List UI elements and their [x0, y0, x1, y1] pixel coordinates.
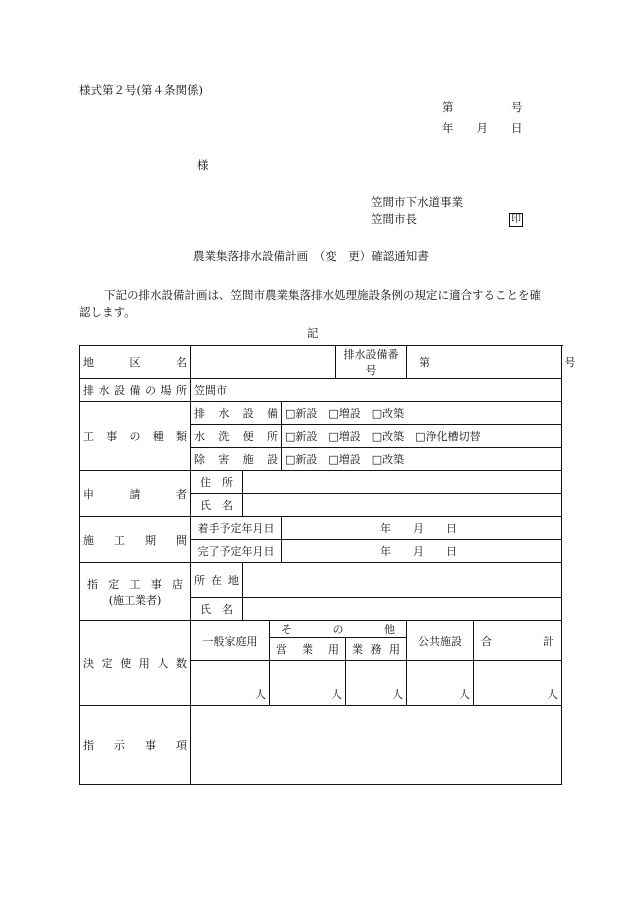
equip-no-label: 排水設備番号 — [336, 346, 407, 379]
contractor-label-cell — [80, 563, 191, 621]
addressee-suffix: 様 — [197, 158, 209, 172]
work-type-label: 工 事 の 種 類 — [83, 430, 187, 443]
office-input[interactable] — [346, 661, 407, 684]
total-input[interactable] — [474, 661, 562, 684]
other-label: そ の 他 — [281, 623, 395, 636]
issuer-organization: 笠間市下水道事業 — [371, 195, 463, 209]
contractor-sub-label: (施工業者) — [108, 593, 162, 607]
body-text-line-1: 下記の排水設備計画は、笠間市農業集落排水処理施設条例の規定に適合することを確 — [104, 288, 541, 302]
name-label: 氏 名 — [200, 499, 233, 512]
household-label: 一般家庭用 — [191, 621, 270, 661]
end-date-value[interactable]: 年 月 日 — [282, 540, 562, 563]
applicant-label-cell — [80, 471, 191, 517]
business-unit: 人 — [270, 683, 346, 706]
applicant-name[interactable] — [243, 494, 562, 517]
total-label-cell — [474, 621, 562, 661]
area-value-cell[interactable] — [191, 346, 336, 379]
work-row-2-label-cell — [191, 425, 282, 448]
contractor-address[interactable] — [243, 563, 562, 598]
work-row-2-label: 水 洗 便 所 — [194, 430, 278, 443]
work-type-label-cell — [80, 402, 191, 471]
period-label-cell — [80, 517, 191, 563]
other-label-cell — [270, 621, 407, 638]
household-unit: 人 — [191, 683, 270, 706]
location-value[interactable]: 笠間市 — [191, 379, 562, 402]
public-unit: 人 — [407, 683, 474, 706]
area-label: 地 区 名 — [83, 356, 187, 369]
users-label-cell — [80, 621, 191, 706]
contractor-addr-label: 所 在 地 — [194, 574, 239, 587]
body-text-line-2: 認します。 — [79, 305, 136, 319]
work-row-1-label: 排 水 設 備 — [194, 407, 278, 420]
end-date-label: 完了予定年月日 — [191, 540, 282, 563]
business-label-cell — [270, 638, 346, 661]
work-row-3-label-cell — [191, 448, 282, 471]
instructions-label-cell — [80, 706, 191, 785]
work-row-2-options[interactable]: □新設 □増設 □改築 □浄化槽切替 — [282, 425, 562, 448]
household-input[interactable] — [191, 661, 270, 684]
issuer-name: 笠間市長 — [371, 212, 417, 226]
area-label-cell — [80, 346, 191, 379]
start-date-value[interactable]: 年 月 日 — [282, 517, 562, 540]
location-label-cell — [80, 379, 191, 402]
office-label: 業 務 用 — [352, 643, 400, 656]
contractor-addr-label-cell — [191, 563, 243, 598]
applicant-label: 申 請 者 — [83, 487, 187, 501]
users-label: 決 定 使 用 人 数 — [83, 657, 187, 670]
instructions-content[interactable] — [191, 706, 562, 785]
ki-marker: 記 — [307, 326, 319, 340]
public-label: 公共施設 — [407, 621, 474, 661]
period-label: 施 工 期 間 — [83, 533, 187, 547]
form-number: 様式第２号(第４条関係) — [79, 83, 203, 97]
contractor-label: 指 定 工 事 店 — [87, 577, 183, 591]
address-label-cell — [191, 471, 243, 494]
contractor-name[interactable] — [243, 598, 562, 621]
office-label-cell — [346, 638, 407, 661]
business-label: 営 業 用 — [276, 643, 339, 656]
document-number: 第 号 — [442, 100, 523, 114]
address-label: 住 所 — [200, 476, 233, 489]
public-input[interactable] — [407, 661, 474, 684]
seal-glyph: 印 — [511, 214, 521, 225]
start-date-label: 着手予定年月日 — [191, 517, 282, 540]
form-table: 地 区 名 排水設備番号 第 号 排 水 設 備 の 場 所 笠間市 工 事 の 種 類 排 水 設 備 □新設 □増設 □改築 水 洗 便 所 □新設 □増設 □改築 □浄化槽切替 除 害 施 設 □新設 □増設 □改築 申 請 者 住 所 氏 名 施 工 期 間 着手予定年月日 年 月 日 完了予定年月日 年 月 日 指 定 工 事 店 (施工業者) 所 在 地 氏 名 決 定 使 用 人 数 一般家庭用 そ の 他 公共施設 合 計 営 業 用 業 務 用 人 人 人 人 人 指 示 事 項 — [79, 345, 562, 785]
contractor-name-label: 氏 名 — [200, 603, 233, 616]
total-label: 合 計 — [481, 634, 554, 648]
equip-no-prefix: 第 — [407, 346, 562, 379]
business-input[interactable] — [270, 661, 346, 684]
work-row-3-options[interactable]: □新設 □増設 □改築 — [282, 448, 562, 471]
document-title: 農業集落排水設備計画 （変 更）確認通知書 — [193, 249, 429, 263]
issue-date: 年 月 日 — [442, 121, 523, 135]
total-unit: 人 — [474, 683, 562, 706]
work-row-1-options[interactable]: □新設 □増設 □改築 — [282, 402, 562, 425]
seal-mark — [509, 211, 523, 227]
office-unit: 人 — [346, 683, 407, 706]
name-label-cell — [191, 494, 243, 517]
contractor-name-label-cell — [191, 598, 243, 621]
work-row-3-label: 除 害 施 設 — [194, 453, 278, 466]
instructions-label: 指 示 事 項 — [83, 739, 187, 752]
work-row-1-label-cell — [191, 402, 282, 425]
applicant-address[interactable] — [243, 471, 562, 494]
location-label: 排 水 設 備 の 場 所 — [83, 384, 187, 397]
